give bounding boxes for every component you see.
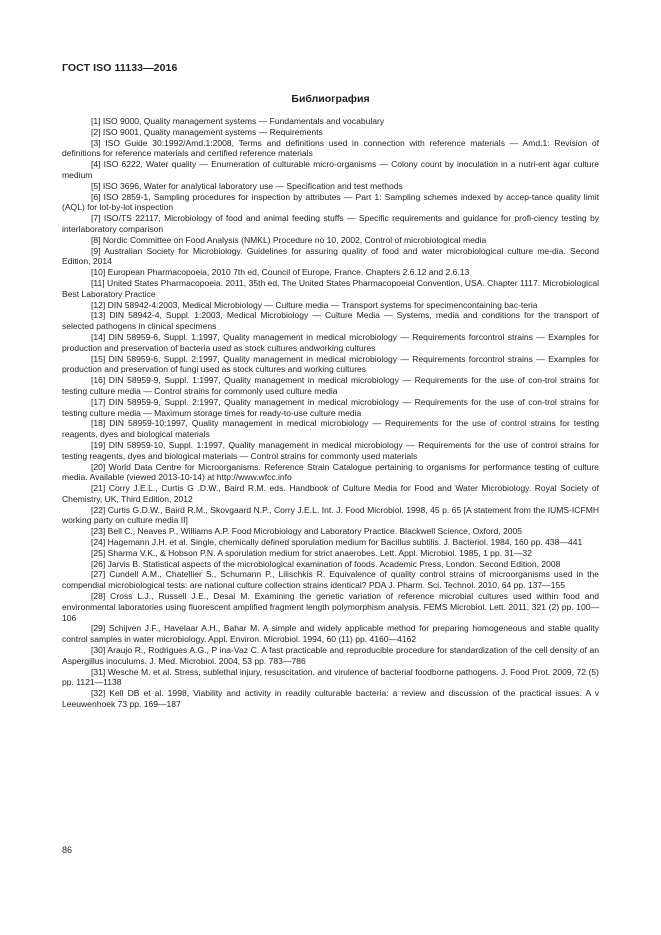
reference-item: [6] ISO 2859-1, Sampling procedures for inspection by attributes — Part 1: Sampling schemes indexed by accep-tance quality limit (AQL) for lot-by-lot inspection bbox=[62, 191, 599, 213]
reference-item: [15] DIN 58959-6, Suppl. 2:1997, Quality management in medical microbiology — Requirements forcontrol strains — Examples for production and preservation of fungi used as stock cultures and working cultures bbox=[62, 353, 599, 375]
reference-item: [12] DIN 58942-4:2003, Medical Microbiology — Culture media — Transport systems for specimencontaining bac-teria bbox=[91, 299, 538, 310]
reference-item: [16] DIN 58959-9, Suppl. 1:1997, Quality management in medical microbiology — Requirements for the use of con-trol strains for testing culture media — Control strains for commonly used culture media bbox=[62, 375, 599, 396]
reference-item: [1] ISO 9000, Quality management systems — Fundamentals and vocabulary bbox=[91, 116, 385, 126]
reference-item: [3] ISO Guide 30:1992/Amd.1:2008, Terms and definitions used in connection with reference materials — Amd.1: Revision of definitions for reference materials and certified reference materials bbox=[62, 137, 599, 159]
reference-item: [13] DIN 58942-4, Suppl. 1:2003, Medical Microbiology — Culture Media — Systems, media and conditions for the transport of selected pathogens in clinical specimens bbox=[62, 310, 599, 332]
reference-item: [22] Curtis G.D.W., Baird R.M., Skovgaard N.P., Corry J.E.L. Int. J. Food Microbiol. 1998, 45 p. 65 [A statement from the IUMS-ICFMH working party on culture media II] bbox=[62, 504, 599, 526]
reference-item: [30] Araujo R., Rodrigues A.G., P ina-Vaz C. A fast practicable and reproducible procedure for standardization of the cell density of an Aspergillus inoculums. J. Med. Microbiol. 2004, 53 pp. 783—786 bbox=[62, 645, 599, 666]
reference-item: [32] Kell DB et al. 1998, Viability and activity in readily culturable bacteria: a review and discussion of the practical issues. A v Leeuwenhoek 73 pp. 169—187 bbox=[62, 688, 599, 710]
reference-item: [5] ISO 3696, Water for analytical laboratory use — Specification and test methods bbox=[91, 180, 403, 191]
reference-item: [10] European Pharmacopoeia, 2010 7th ed, Council of Europe, France. Chapters 2.6.12 and 2.6.13 bbox=[91, 267, 470, 278]
reference-item: [26] Jarvis B. Statistical aspects of the microbiological examination of foods. Academic Press, London. Second Edition, 2008 bbox=[91, 558, 561, 569]
reference-item: [7] ISO/TS 22117, Microbiology of food and animal feeding stuffs — Specific requirements and guidance for profi-ciency testing by interlaboratory comparison bbox=[62, 213, 599, 234]
bibliography-list bbox=[62, 116, 599, 710]
reference-item: [2] ISO 9001, Quality management systems — Requirements bbox=[91, 126, 323, 137]
reference-item: [29] Schijven J.F., Havelaar A.H., Bahar M. A simple and widely applicable method for preparing homogeneous and stable quality control samples in water microbiology. Appl. Environ. Microbiol. 1994, 60 (11) pp. 4160—4162 bbox=[62, 623, 599, 645]
reference-item: [11] United States Pharmacopoeia. 2011, 35th ed, The United States Pharmacopoeial Convention, USA. Chapter 1117. Microbiological Best Laboratory Practice bbox=[62, 277, 599, 299]
reference-item: [24] Hagemann J.H. et al. Single, chemically defined sporulation medium for Bacillus subtilis. J. Bacteriol. 1984, 160 pp. 438—441 bbox=[91, 537, 583, 548]
reference-item: [23] Bell C., Neaves P., Williams A.P. Food Microbiology and Laboratory Practice. Blackwell Science, Oxford, 2005 bbox=[91, 526, 523, 537]
standard-id-header: ГОСТ ISO 11133—2016 bbox=[62, 62, 178, 74]
page-number: 86 bbox=[62, 845, 73, 855]
reference-item: [14] DIN 58959-6, Suppl. 1:1997, Quality management in medical microbiology — Requirements forcontrol strains — Examples for production and preservation of bacteria used as stock cultures andworking cultures bbox=[62, 331, 599, 353]
reference-item: [31] Wesche M. et al. Stress, sublethal injury, resuscitation, and virulence of bacterial foodborne pathogens. J. Food Prot. 2009, 72 (5) pp. 1121—1138 bbox=[62, 666, 599, 688]
reference-item: [9] Australian Society for Microbiology. Guidelines for assuring quality of food and water microbiological culture me-dia. Second Edition, 2014 bbox=[62, 245, 599, 267]
reference-item: [18] DIN 58959-10:1997, Quality management in medical microbiology — Requirements for the use of control strains for testing reagents, dyes and biological materials bbox=[62, 418, 599, 440]
reference-item: [4] ISO 6222, Water quality — Enumeration of culturable micro-organisms — Colony count by inoculation in a nutri-ent agar culture medium bbox=[62, 159, 599, 180]
section-title: Библиография bbox=[291, 93, 370, 105]
reference-item: [25] Sharma V.K., & Hobson P.N. A sporulation medium for strict anaerobes. Lett. Appl. Microbiol. 1985, 1 pp. 31—32 bbox=[91, 547, 532, 558]
reference-item: [21] Corry J.E.L., Curtis G .D.W., Baird R.M. eds. Handbook of Culture Media for Food and Water Microbiology. Royal Society of Chemistry, UK, Third Edition, 2012 bbox=[62, 483, 599, 504]
reference-item: [27] Cundell A.M., Chatellier S., Schumann P., Lilischkis R. Equivalence of quality control strains of microorganisms used in the compendial microbiological tests: are national culture collection strains identical? PDA J. Pharm. Sci. Technol. 2010, 64 pp. 137—155 bbox=[62, 569, 599, 591]
reference-item: [17] DIN 58959-9, Suppl. 2:1997, Quality management in medical microbiology — Requirements for the use of con-trol strains for testing culture media — Maximum storage times for ready-to-use culture media bbox=[62, 396, 599, 418]
reference-item: [20] World Data Centre for Microorganisms. Reference Strain Catalogue pertaining to organisms for performance testing of culture media. Available (viewed 2013-10-14) at http://www.wfcc.info bbox=[62, 461, 599, 483]
reference-item: [8] Nordic Committee on Food Analysis (NMKL) Procedure no 10, 2002, Control of microbiological media bbox=[91, 234, 487, 245]
reference-item: [28] Cross L.J., Russell J.E., Desai M. Examining the genetic variation of reference microbial cultures used within food and environmental laboratories using fluorescent amplified fragment length polymorphism analysis. FEMS Microbiol. Lett. 2011, 321 (2) pp. 100—106 bbox=[62, 591, 599, 623]
reference-item: [19] DIN 58959-10, Suppl. 1:1997, Quality management in medical microbiology — Requirements for the use of control strains for testing reagents, dyes and biological materials — Control strains for commonly used materials bbox=[62, 439, 599, 461]
